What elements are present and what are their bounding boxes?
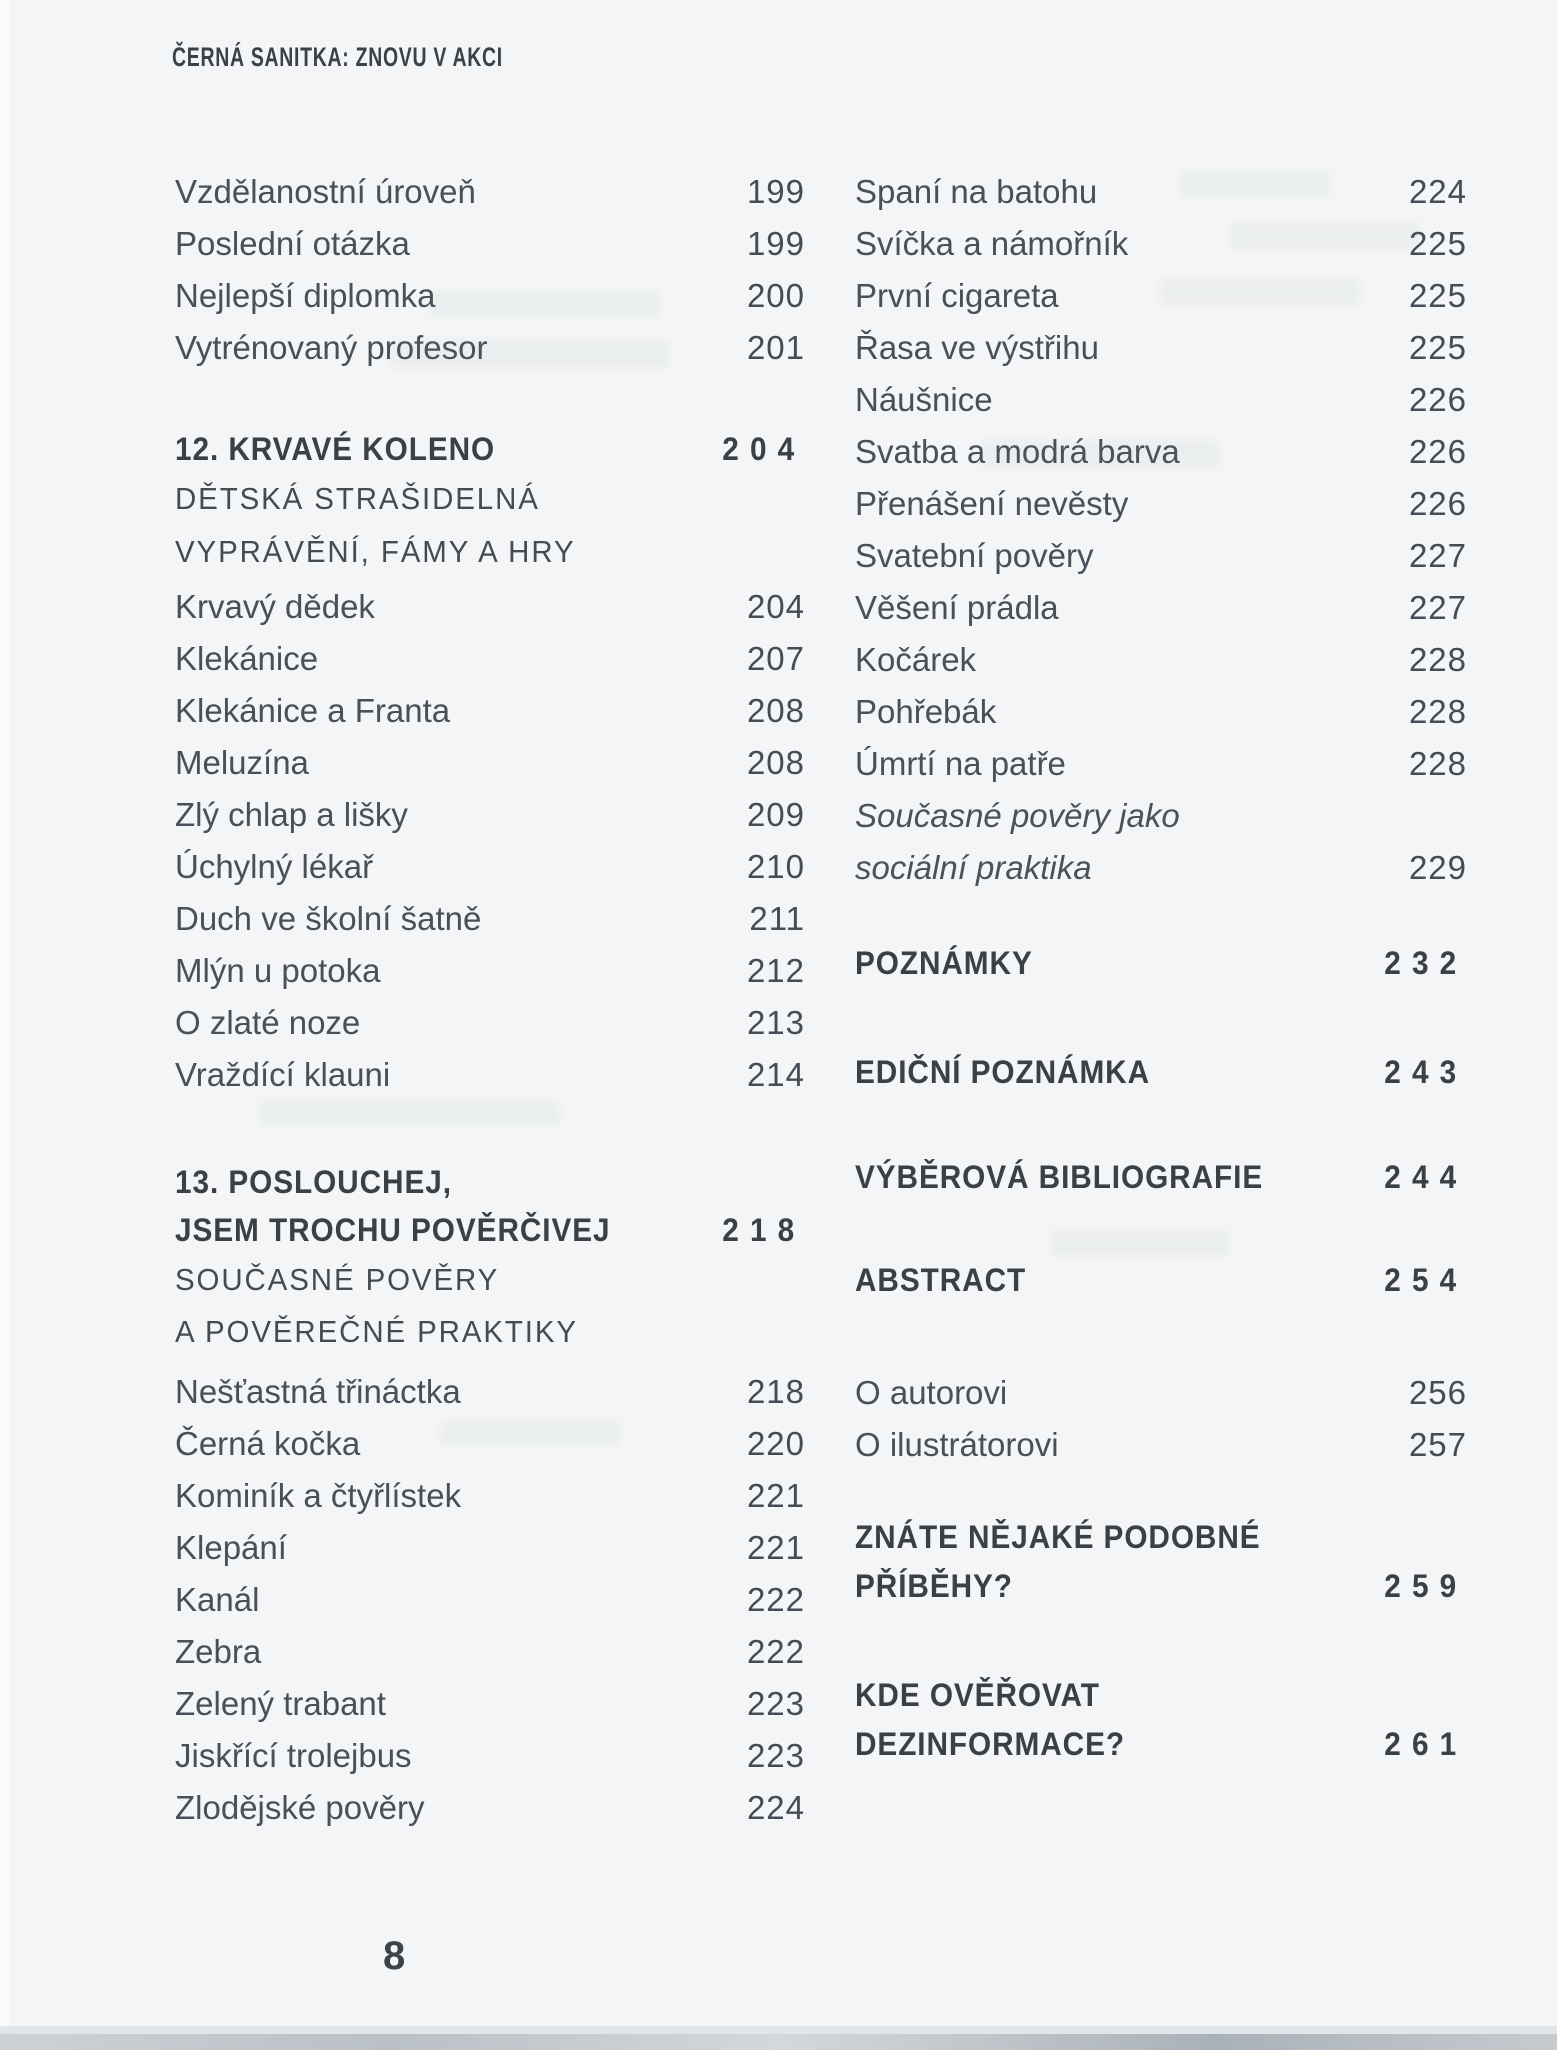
toc-entry-label: Úchylný lékař [175, 848, 374, 885]
toc-entry [855, 634, 1467, 686]
toc-entry-page: 224 [1408, 173, 1467, 210]
chapter-title-row [175, 1206, 805, 1254]
toc-entry [175, 218, 805, 270]
toc-entry [855, 738, 1467, 790]
toc-entry [175, 1470, 805, 1522]
section-title-row [855, 1672, 1467, 1718]
toc-entry-label: Zelený trabant [175, 1685, 386, 1722]
toc-entry-label: Úmrtí na patře [855, 745, 1066, 782]
scan-edge-bottom [0, 2034, 1557, 2050]
section-title-row [855, 1560, 1467, 1612]
section-title-row [855, 1047, 1467, 1097]
chapter-title: 13. POSLOUCHEJ, [175, 1163, 452, 1200]
toc-entry-page: 221 [746, 1529, 805, 1566]
toc-entry [855, 686, 1467, 738]
chapter-subtitle-row [175, 1254, 805, 1306]
toc-entry-page: 229 [1408, 849, 1467, 886]
chapter-subtitle-row [175, 472, 805, 525]
toc-entry-page: 228 [1408, 641, 1467, 678]
toc-entry [175, 841, 805, 893]
toc-entry-page: 213 [746, 1004, 805, 1041]
toc-entry-page: 223 [746, 1685, 805, 1722]
toc-entry [175, 789, 805, 841]
toc-entry-label: Vzdělanostní úroveň [175, 173, 476, 210]
toc-entry-label: Kočárek [855, 641, 977, 678]
toc-entry-page: 228 [1408, 693, 1467, 730]
section-page: 254 [1383, 1261, 1467, 1298]
toc-entry-label: Kanál [175, 1581, 260, 1618]
show-through-artifact [440, 1420, 620, 1446]
chapter-title: 12. KRVAVÉ KOLENO [175, 430, 496, 467]
show-through-artifact [980, 440, 1220, 468]
toc-entry-label: Věšení prádla [855, 589, 1059, 626]
section-heading-poznamky [855, 938, 1467, 988]
section-title-row [855, 1514, 1467, 1560]
chapter-13-heading [175, 1158, 805, 1358]
toc-entry-label: Zlý chlap a lišky [175, 796, 408, 833]
toc-entry-page: 228 [1408, 745, 1467, 782]
toc-entry [175, 1626, 805, 1678]
toc-entry-page: 200 [746, 277, 805, 314]
toc-entry-label: Klepání [175, 1529, 287, 1566]
toc-entry [175, 633, 805, 685]
toc-entry-page: 226 [1408, 485, 1467, 522]
toc-entry-label: Meluzína [175, 744, 309, 781]
toc-entry-page: 201 [746, 329, 805, 366]
toc-entry-page: 227 [1408, 537, 1467, 574]
chapter-page: 204 [721, 430, 805, 467]
toc-entry-label: O zlaté noze [175, 1004, 361, 1041]
toc-entry [855, 582, 1467, 634]
toc-entry-label: Pohřebák [855, 693, 997, 730]
show-through-artifact [390, 340, 670, 368]
toc-entry-label: Svatební pověry [855, 537, 1094, 574]
toc-entry-label: sociální praktika [855, 849, 1092, 886]
toc-entry-label: Klekánice a Franta [175, 692, 451, 729]
show-through-artifact [1180, 170, 1330, 198]
toc-group-about [855, 1367, 1467, 1471]
chapter-title-row [175, 426, 805, 472]
toc-entry-label: Zebra [175, 1633, 262, 1670]
toc-entry-label: Klekánice [175, 640, 319, 677]
toc-entry [855, 790, 1467, 842]
running-head: ČERNÁ SANITKA: ZNOVU V AKCI [172, 42, 503, 72]
toc-entry-label: O ilustrátorovi [855, 1426, 1059, 1463]
toc-entry [175, 1730, 805, 1782]
toc-entry-label: O autorovi [855, 1374, 1008, 1411]
section-heading-edicni-poznamka [855, 1047, 1467, 1097]
toc-entry-label: Poslední otázka [175, 225, 410, 262]
toc-entry-page: 256 [1408, 1374, 1467, 1411]
toc-entry [175, 166, 805, 218]
toc-entry [175, 1782, 805, 1834]
toc-entry-label: První cigareta [855, 277, 1059, 314]
chapter-subtitle: A POVĚREČNÉ PRAKTIKY [175, 1314, 578, 1349]
toc-entry-page: 222 [746, 1633, 805, 1670]
section-page: 261 [1383, 1725, 1467, 1762]
section-title: ABSTRACT [855, 1261, 1027, 1298]
chapter-subtitle-row [175, 525, 805, 578]
toc-entry-page: 226 [1408, 433, 1467, 470]
section-title: EDIČNÍ POZNÁMKA [855, 1053, 1151, 1090]
toc-entry [175, 997, 805, 1049]
toc-entry-label: Vraždící klauni [175, 1056, 391, 1093]
section-title: ZNÁTE NĚJAKÉ PODOBNÉ [855, 1518, 1261, 1555]
toc-group-right-1 [855, 166, 1467, 894]
chapter-title-row [175, 1158, 805, 1206]
section-title: KDE OVĚŘOVAT [855, 1676, 1100, 1713]
toc-entry-page: 222 [746, 1581, 805, 1618]
scan-edge-left [0, 0, 10, 2050]
toc-entry-page: 225 [1408, 225, 1467, 262]
toc-entry-label: Zlodějské pověry [175, 1789, 425, 1826]
toc-entry [855, 1419, 1467, 1471]
section-page: 243 [1383, 1053, 1467, 1090]
toc-entry [175, 581, 805, 633]
toc-entry-page: 226 [1408, 381, 1467, 418]
chapter-page: 218 [721, 1211, 805, 1248]
toc-entry [855, 478, 1467, 530]
toc-entry-label: Řasa ve výstřihu [855, 329, 1099, 366]
toc-entry [855, 842, 1467, 894]
show-through-artifact [430, 290, 660, 318]
toc-entry-page: 227 [1408, 589, 1467, 626]
toc-entry [175, 945, 805, 997]
scan-edge-bottom-fade [0, 2026, 1557, 2034]
toc-entry-page: 220 [746, 1425, 805, 1462]
section-title: VÝBĚROVÁ BIBLIOGRAFIE [855, 1158, 1264, 1195]
toc-entry-page: 208 [746, 692, 805, 729]
toc-entry-page: 225 [1408, 277, 1467, 314]
section-title-row [855, 938, 1467, 988]
show-through-artifact [1160, 278, 1360, 306]
toc-entry [855, 530, 1467, 582]
toc-entry-label: Duch ve školní šatně [175, 900, 482, 937]
toc-entry-page: 199 [746, 225, 805, 262]
toc-entry-page: 224 [746, 1789, 805, 1826]
toc-entry-page: 210 [746, 848, 805, 885]
toc-entry-page: 208 [746, 744, 805, 781]
toc-entry [175, 1366, 805, 1418]
chapter-12-heading [175, 426, 805, 578]
toc-entry-label: Mlýn u potoka [175, 952, 381, 989]
toc-entry-label: Vytrénovaný profesor [175, 329, 488, 366]
toc-entry-label: Kominík a čtyřlístek [175, 1477, 462, 1514]
section-title: DEZINFORMACE? [855, 1725, 1125, 1762]
toc-entry-page: 207 [746, 640, 805, 677]
toc-entry-label: Černá kočka [175, 1425, 361, 1462]
chapter-subtitle: DĚTSKÁ STRAŠIDELNÁ [175, 480, 540, 516]
chapter-title: JSEM TROCHU POVĚRČIVEJ [175, 1211, 611, 1248]
toc-entry-page: 212 [746, 952, 805, 989]
toc-entry [855, 322, 1467, 374]
toc-entry-label: Nešťastná třináctka [175, 1373, 461, 1410]
section-heading-abstract [855, 1255, 1467, 1305]
toc-entry-label: Náušnice [855, 381, 993, 418]
section-heading-kde [855, 1672, 1467, 1770]
toc-entry [175, 1678, 805, 1730]
toc-entry-page: 214 [746, 1056, 805, 1093]
section-title: POZNÁMKY [855, 944, 1033, 981]
toc-entry [855, 374, 1467, 426]
section-heading-znate [855, 1514, 1467, 1612]
section-page: 232 [1383, 944, 1467, 981]
toc-entry-label: Jiskřící trolejbus [175, 1737, 412, 1774]
toc-entry [855, 166, 1467, 218]
section-title-row [855, 1718, 1467, 1770]
toc-entry-page: 199 [746, 173, 805, 210]
toc-entry-page: 209 [746, 796, 805, 833]
toc-entry [855, 1367, 1467, 1419]
toc-entry-page: 221 [746, 1477, 805, 1514]
toc-entry-label: Spaní na batohu [855, 173, 1098, 210]
toc-entry [175, 1049, 805, 1101]
toc-entry-label: Přenášení nevěsty [855, 485, 1129, 522]
show-through-artifact [1050, 1230, 1230, 1256]
toc-entry-page: 257 [1408, 1426, 1467, 1463]
toc-entry-label: Současné pověry jako [855, 797, 1180, 834]
toc-entry [175, 893, 805, 945]
show-through-artifact [260, 1100, 560, 1126]
toc-entry-label: Svíčka a námořník [855, 225, 1129, 262]
section-title-row [855, 1152, 1467, 1202]
toc-entry [175, 1522, 805, 1574]
show-through-artifact [1230, 222, 1420, 250]
chapter-subtitle: SOUČASNÉ POVĚRY [175, 1262, 500, 1297]
toc-entry-page: 204 [746, 588, 805, 625]
section-heading-bibliografie [855, 1152, 1467, 1202]
section-page: 244 [1383, 1158, 1467, 1195]
toc-entry-label: Svatba a modrá barva [855, 433, 1180, 470]
toc-entry-page: 218 [746, 1373, 805, 1410]
toc-entry [175, 685, 805, 737]
toc-entry-page: 211 [749, 900, 805, 937]
toc-group-left-2 [175, 581, 805, 1101]
toc-entry-label: Nejlepší diplomka [175, 277, 436, 314]
section-title: PŘÍBĚHY? [855, 1567, 1013, 1604]
section-title-row [855, 1255, 1467, 1305]
chapter-subtitle-row [175, 1306, 805, 1358]
toc-entry-page: 225 [1408, 329, 1467, 366]
toc-entry [175, 737, 805, 789]
chapter-subtitle: VYPRÁVĚNÍ, FÁMY A HRY [175, 533, 576, 569]
toc-entry-label: Krvavý dědek [175, 588, 375, 625]
toc-entry [175, 1574, 805, 1626]
section-page: 259 [1383, 1567, 1467, 1604]
toc-entry-page: 223 [746, 1737, 805, 1774]
page-number: 8 [383, 1934, 406, 1978]
